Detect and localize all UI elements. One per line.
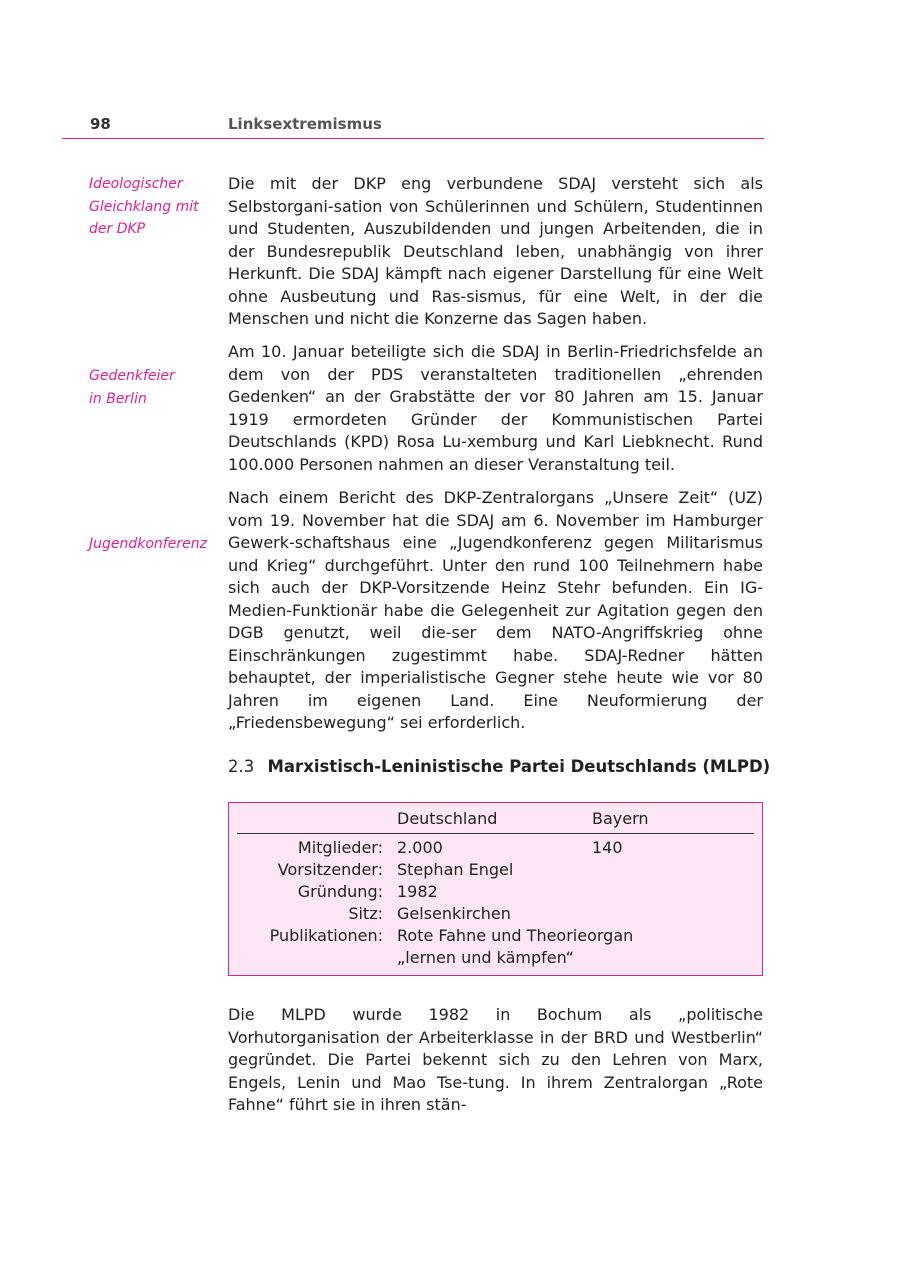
info-row-gruendung [237,881,754,903]
info-value-deutschland: 2.000 [397,838,443,857]
info-row-publikationen [237,925,754,947]
info-row-publikationen-cont [237,947,754,969]
page-header [62,112,764,139]
margin-note-line: Gleichklang mit [89,198,199,215]
mlpd-info-box [228,802,763,976]
info-value-deutschland: 1982 [397,882,438,901]
info-value-deutschland: Gelsenkirchen [397,904,511,923]
info-box-header [237,809,754,834]
info-label: Vorsitzender: [277,860,383,879]
margin-note-gedenkfeier [89,365,214,410]
margin-note-ideologischer-gleichklang [89,173,214,241]
info-label: Gründung: [297,882,383,901]
column-header-deutschland: Deutschland [397,809,498,828]
paragraph-sdaj-intro: Die mit der DKP eng verbundene SDAJ versteht sich als Selbstorgani-sation von Schülerinnen und Schülern, Studentinnen und Studenten, Auszubildenden und jungen Arbeitenden, die in der Bundesrepublik Deutschland leben, unabhängig von ihrer Herkunft. Die SDAJ kämpft nach eigener Darstellung für eine Welt ohne Ausbeutung und Ras-sismus, für eine Welt, in der die Menschen und nicht die Konzerne das Sagen haben. [228,174,763,328]
margin-note-line: Ideologischer [89,176,183,192]
paragraph-gedenkfeier: Am 10. Januar beteiligte sich die SDAJ in Berlin-Friedrichsfelde an dem von der PDS veranstalteten traditionellen „ehrenden Gedenken“ an der Grabstätte der vor 80 Jahren am 15. Januar 1919 ermordeten Gründer der Kommunistischen Partei Deutschlands (KPD) Rosa Lu-xemburg und Karl Liebknecht. Rund 100.000 Personen nahmen an dieser Veranstaltung teil. [228,342,763,474]
info-label: Publikationen: [269,926,383,945]
info-row-mitglieder [237,837,754,859]
column-header-bayern: Bayern [592,809,649,828]
info-value-deutschland: „lernen und kämpfen“ [397,948,574,967]
info-value-deutschland: Rote Fahne und Theorieorgan [397,926,634,945]
running-title: Linksextremismus [228,115,382,133]
section-title: Marxistisch-Leninistische Partei Deutschlands (MLPD) [267,757,771,776]
margin-note-line: Gedenkfeier [89,368,175,384]
margin-note-jugendkonferenz [89,533,214,556]
page-number: 98 [90,115,111,133]
info-value-deutschland: Stephan Engel [397,860,514,879]
info-value-bayern: 140 [592,838,623,857]
info-row-sitz [237,903,754,925]
section-heading [228,757,770,776]
margin-note-line: der DKP [89,221,146,237]
section-number: 2.3 [228,757,255,776]
paragraph-jugendkonferenz: Nach einem Bericht des DKP-Zentralorgans „Unsere Zeit“ (UZ) vom 19. November hat die SDAJ am 6. November im Hamburger Gewerk-schaftshaus eine „Jugendkonferenz gegen Militarismus und Krieg“ durchgeführt. Unter den rund 100 Teilnehmern habe sich auch der DKP-Vorsitzende Heinz Stehr befunden. Ein IG-Medien-Funktionär habe die Gelegenheit zur Agitation gegen den DGB genutzt, weil die-ser dem NATO-Angriffskrieg ohne Einschränkungen zugestimmt habe. SDAJ-Redner hätten behauptet, der imperialistische Gegner stehe heute wie vor 80 Jahren im eigenen Land. Eine Neuformierung der „Friedensbewegung“ sei erforderlich. [228,488,763,732]
info-label: Mitglieder: [297,838,383,857]
paragraph-mlpd: Die MLPD wurde 1982 in Bochum als „politische Vorhutorganisation der Arbeiterklasse in der BRD und Westberlin“ gegründet. Die Partei bekennt sich zu den Lehren von Marx, Engels, Lenin und Mao Tse-tung. In ihrem Zentralorgan „Rote Fahne“ führt sie in ihren stän- [228,1005,763,1114]
info-row-vorsitzender [237,859,754,881]
margin-note-line: Jugendkonferenz [89,536,207,552]
margin-note-line: in Berlin [89,390,147,407]
info-label: Sitz: [348,904,383,923]
